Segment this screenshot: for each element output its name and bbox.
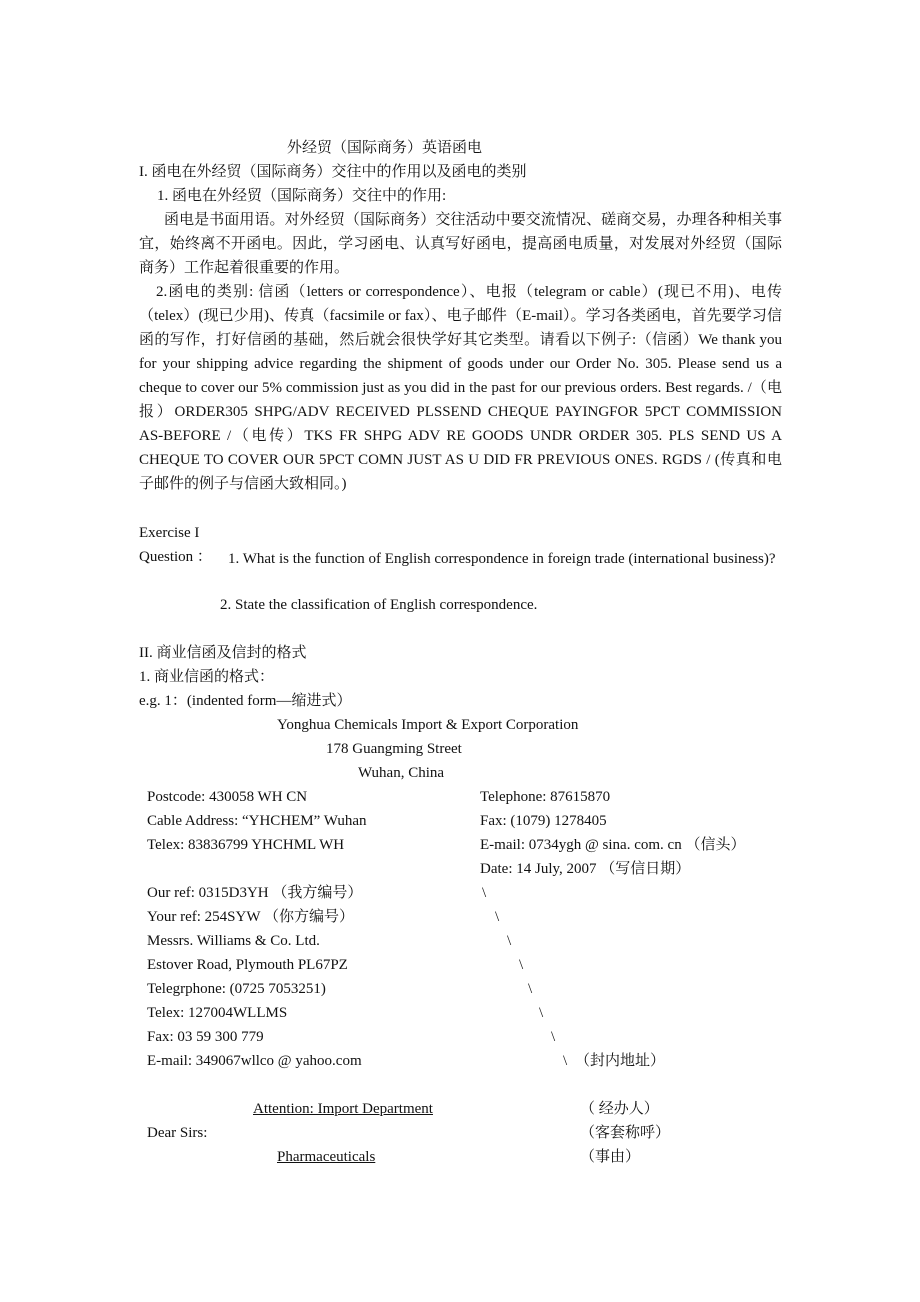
inside-address-line: E-mail: 349067wllco @ yahoo.com	[147, 1053, 362, 1069]
inside-address-note: （封内地址）	[575, 1053, 666, 1069]
salutation: Dear Sirs:	[147, 1125, 208, 1141]
paragraph-1: 函电是书面用语。对外经贸（国际商务）交往活动中要交流情况、磋商交易，办理各种相关事宜，始终离不开函电。因此，学习函电、认真写好函电，提高函电质量，对发展对外经贸（国际商务）工作起着很重要的作用。	[139, 212, 782, 276]
subject-line: Pharmaceuticals	[277, 1149, 376, 1165]
letterhead-postcode: Postcode: 430058 WH CN	[147, 789, 308, 805]
question-label: Question ：	[139, 549, 212, 565]
backslash-mark: \	[482, 885, 487, 901]
attention-note: （ 经办人）	[580, 1101, 659, 1117]
section-2-heading: II. 商业信函及信封的格式	[139, 645, 307, 661]
backslash-mark: \	[563, 1053, 568, 1069]
letterhead-cable: Cable Address: “YHCHEM” Wuhan	[147, 813, 367, 829]
paragraph-2: 2.函电的类别: 信函（letters or correspondence）、电报（telegram or cable）(现已不用)、电传（telex）(现已少用)、传真（facsimile or fax）、电子邮件（E-mail）。学习各类函电，首先要学习信函的写作，打好信函的基础，然后就会很快学好其它类型。请看以下例子:（信函）We thank you for your shipping advice regarding the shipment of goods under our Order No. 305. Please send us a cheque to cover our 5% commission just as you did in the past for our previous orders. Best regards. /（电报）ORDER305 SHPG/ADV RECEIVED PLSSEND CHEQUE PAYINGFOR 5PCT COMMISSION AS-BEFORE /（电传）TKS FR SHPG ADV RE GOODS UNDR ORDER 305. PLS SEND US A CHEQUE TO COVER OUR 5PCT COMN JUST AS U DID FR PREVIOUS ONES. RGDS / (传真和电子邮件的例子与信函大致相同。)	[139, 284, 782, 492]
letterhead-city: Wuhan, China	[358, 765, 445, 781]
backslash-mark: \	[519, 957, 524, 973]
letter-date: Date: 14 July, 2007 （写信日期）	[480, 861, 691, 877]
letterhead-telephone: Telephone: 87615870	[480, 789, 611, 805]
question-2: 2. State the classification of English correspondence.	[220, 597, 538, 613]
inside-address-line: Fax: 03 59 300 779	[147, 1029, 264, 1045]
section-1-heading: I. 函电在外经贸（国际商务）交往中的作用以及函电的类别	[139, 164, 527, 180]
backslash-mark: \	[539, 1005, 544, 1021]
backslash-mark: \	[507, 933, 512, 949]
section-1-sub-1: 1. 函电在外经贸（国际商务）交往中的作用:	[157, 188, 447, 204]
inside-address-line: Telex: 127004WLLMS	[147, 1005, 288, 1021]
our-reference: Our ref: 0315D3YH （我方编号）	[147, 885, 363, 901]
document-title: 外经贸（国际商务）英语函电	[287, 140, 483, 156]
inside-address-line: Estover Road, Plymouth PL67PZ	[147, 957, 348, 973]
exercise-title: Exercise I	[139, 525, 200, 541]
your-reference: Your ref: 254SYW （你方编号）	[147, 909, 354, 925]
letterhead-fax: Fax: (1079) 1278405	[480, 813, 607, 829]
question-1: 1. What is the function of English correspondence in foreign trade (international business)?	[228, 551, 776, 567]
letterhead-telex: Telex: 83836799 YHCHML WH	[147, 837, 345, 853]
letterhead-email: E-mail: 0734ygh @ sina. com. cn （信头）	[480, 837, 746, 853]
inside-address-line: Telegrphone: (0725 7053251)	[147, 981, 326, 997]
backslash-mark: \	[551, 1029, 556, 1045]
backslash-mark: \	[528, 981, 533, 997]
attention-line: Attention: Import Department	[253, 1101, 433, 1117]
example-label: e.g. 1：(indented form—缩进式）	[139, 693, 352, 709]
inside-address-line: Messrs. Williams & Co. Ltd.	[147, 933, 320, 949]
letterhead-company: Yonghua Chemicals Import & Export Corporation	[277, 717, 579, 733]
salutation-note: （客套称呼）	[580, 1125, 671, 1141]
letterhead-street: 178 Guangming Street	[326, 741, 462, 757]
section-2-sub-1: 1. 商业信函的格式：	[139, 669, 275, 685]
subject-note: （事由）	[580, 1149, 641, 1165]
backslash-mark: \	[495, 909, 500, 925]
